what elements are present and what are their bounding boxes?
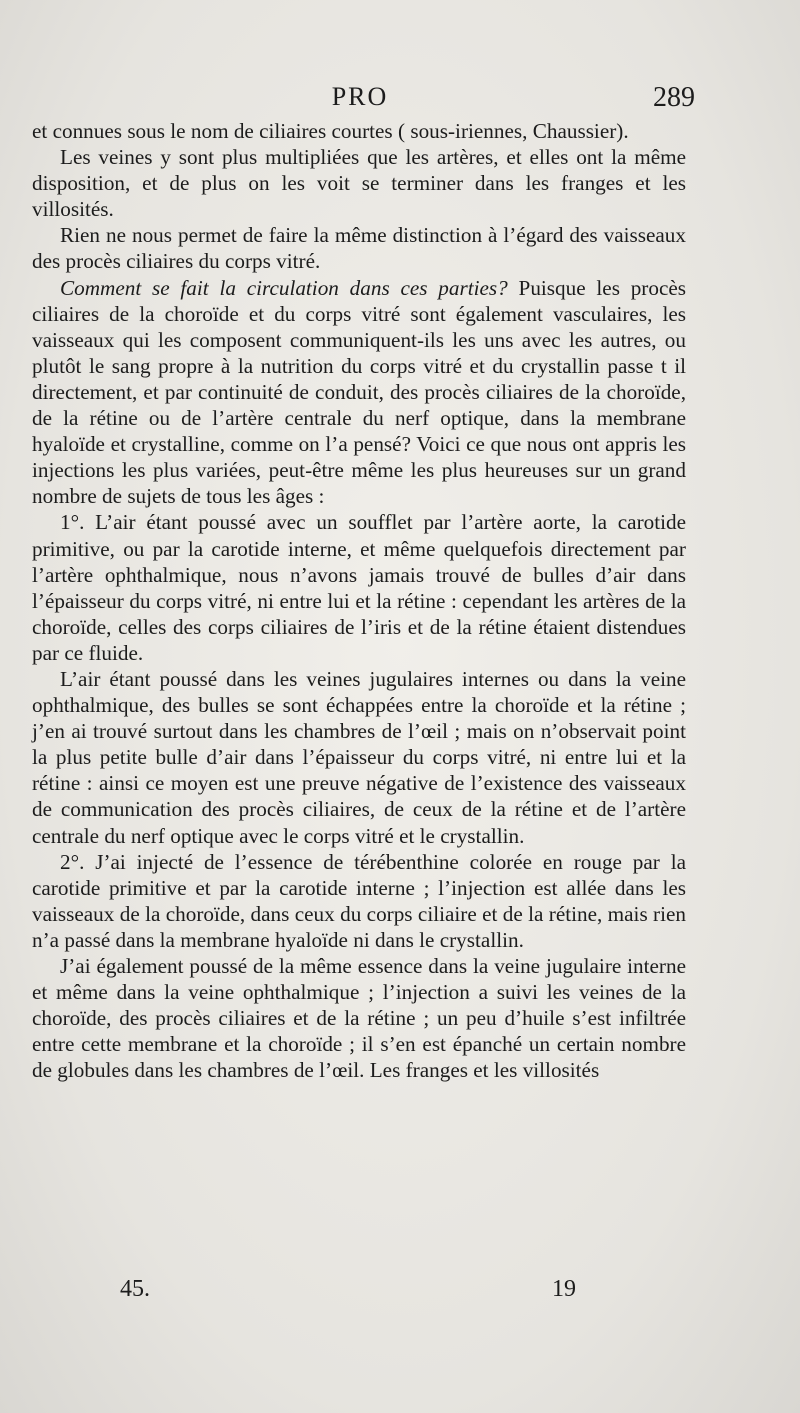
paragraph-text: Puisque les procès ciliaires de la choroïde et du corps vitré sont également vasculaires, les vaisseaux qui les composent communiquent-ils les uns avec les autres, ou plutôt le sang propre à la nutrition du corps vitré et du crystallin passe t il directement, et par continuité de conduit, des procès ciliaires de la choroïde, de la rétine ou de l’artère centrale du nerf optique, dans la membrane hyaloïde et crystalline, comme on l’a pensé? Voici ce que nous ont appris les injections les plus variées, peut-être même les plus heureuses sur un grand nombre de sujets de tous les âges : <box>32 275 687 509</box>
paragraph: 1°. L’air étant poussé avec un soufflet par l’artère aorte, la carotide primitive, ou par la carotide interne, et même quelquefois directement par l’artère ophthalmique, nous n’avons jamais trouvé de bulles d’air dans l’épaisseur du corps vitré, ni entre lui et la rétine : cependant les artères de la choroïde, celles des corps ciliaires de l’iris et de la rétine étaient distendues par ce fluide. <box>32 510 686 665</box>
paragraph: et connues sous le nom de ciliaires courtes ( sous-iriennes, Chaussier). <box>32 119 629 143</box>
page-number: 289 <box>653 82 695 113</box>
paragraph: Les veines y sont plus multipliées que les artères, et elles ont la même disposition, et de plus on les voit se terminer dans les franges et les villosités. <box>32 145 686 222</box>
sheet-number: 19 <box>552 1276 576 1302</box>
paragraph: J’ai également poussé de la même essence dans la veine jugulaire interne et même dans la veine ophthalmique ; l’injection a suivi les veines de la choroïde, des procès ciliaires et de la rétine ; un peu d’huile s’est infiltrée entre cette membrane et la choroïde ; il s’en est épanché un certain nombre de globules dans les chambres de l’œil. Les franges et les villosités <box>32 954 686 1083</box>
paragraph: L’air étant poussé dans les veines jugulaires internes ou dans la veine ophthalmique, des bulles se sont échappées entre la choroïde et la rétine ; j’en ai trouvé surtout dans les chambres de l’œil ; mais on n’observait point la plus petite bulle d’air dans l’épaisseur du corps vitré, ni entre lui et la rétine : ainsi ce moyen est une preuve négative de l’existence des vaisseaux de communication des procès ciliaires, de ceux de la rétine et de l’artère centrale du nerf optique avec le corps vitré et le crystallin. <box>32 666 686 848</box>
paragraph: Rien ne nous permet de faire la même distinction à l’égard des vaisseaux des procès ciliaires du corps vitré. <box>32 223 686 274</box>
text-body <box>32 118 686 1083</box>
running-header <box>0 82 800 122</box>
paragraph: 2°. J’ai injecté de l’essence de térébenthine colorée en rouge par la carotide primitive et par la carotide interne ; l’injection est allée dans les vaisseaux de la choroïde, dans ceux du corps ciliaire et de la rétine, mais rien n’a passé dans la membrane hyaloïde ni dans le crystallin. <box>32 849 686 952</box>
paragraph <box>32 275 686 510</box>
page-footer <box>0 1276 800 1312</box>
running-title: PRO <box>331 82 389 111</box>
signature-mark: 45. <box>120 1276 150 1302</box>
italic-question: Comment se fait la circulation dans ces parties? <box>60 275 508 300</box>
